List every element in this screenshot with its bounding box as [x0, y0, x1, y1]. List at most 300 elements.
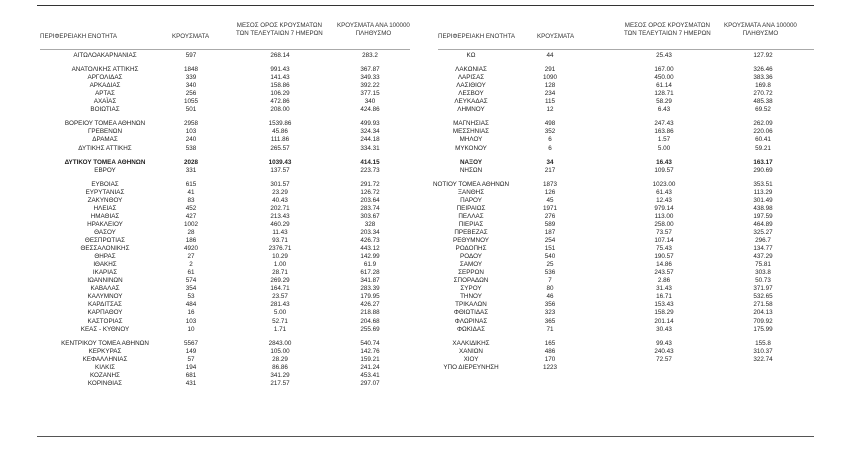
cases-cell: 339	[185, 74, 197, 82]
cases-cell: 6	[548, 136, 552, 144]
region-name-cell: ΝΗΣΩΝ	[459, 166, 483, 174]
avg7-cell: 25.43	[656, 52, 672, 59]
region-name-cell: ΔΥΤΙΚΗΣ ΑΤΤΙΚΗΣ	[78, 144, 132, 152]
region-name-cell: ΚΑΛΥΜΝΟΥ	[87, 293, 123, 301]
per100k-cell: 220.06	[753, 128, 773, 136]
cases-cell: 540	[544, 253, 556, 261]
cases-cell: 356	[544, 301, 556, 309]
per100k-cell: 371.97	[753, 285, 773, 293]
cases-cell: 170	[544, 355, 556, 363]
cases-cell: 234	[544, 90, 556, 98]
region-name-cell: ΙΚΑΡΙΑΣ	[92, 269, 118, 277]
per100k-cell: 262.09	[753, 120, 773, 128]
region-name-cell: ΣΥΡΟΥ	[460, 285, 482, 293]
avg7-cell: 14.86	[656, 261, 672, 269]
cases-cell: 291	[544, 66, 556, 74]
avg7-cell: 460.29	[270, 220, 290, 228]
per100k-cell: 303.67	[360, 212, 380, 220]
avg7-cell: 281.43	[270, 301, 290, 309]
per100k-cell: 290.69	[753, 166, 773, 174]
avg7-cell: 105.00	[270, 347, 290, 355]
cases-cell: 2028	[183, 158, 198, 166]
avg7-cell: 240.43	[654, 347, 674, 355]
header-underline-left	[40, 49, 410, 50]
region-name-cell: ΒΟΙΩΤΙΑΣ	[90, 106, 120, 114]
avg7-cell: 113.00	[654, 212, 674, 220]
cases-cell: 45	[546, 196, 554, 204]
header-avg7-line2: ΤΩΝ ΤΕΛΕΥΤΑΙΩΝ 7 ΗΜΕΡΩΝ	[624, 29, 711, 37]
per100k-cell: 244.18	[360, 136, 380, 144]
header-underline-right	[438, 49, 814, 50]
cases-cell: 431	[185, 379, 197, 387]
avg7-cell: 30.43	[656, 325, 672, 333]
cases-cell: 103	[185, 317, 197, 325]
region-name-cell: ΑΡΓΟΛΙΔΑΣ	[87, 74, 123, 82]
avg7-cell: 16.71	[656, 293, 672, 301]
region-name-cell: ΧΑΛΚΙΔΙΚΗΣ	[452, 339, 490, 347]
per100k-cell: 438.98	[753, 204, 773, 212]
region-name-cell: ΧΙΟΥ	[463, 355, 479, 363]
avg7-cell: 1539.86	[268, 120, 292, 128]
cases-cell: 57	[187, 355, 195, 363]
avg7-cell: 202.71	[270, 204, 290, 212]
cases-cell: 34	[546, 158, 554, 166]
region-name-cell: ΜΑΓΝΗΣΙΑΣ	[453, 120, 489, 128]
cases-cell: 41	[187, 188, 195, 196]
cases-cell: 165	[544, 339, 556, 347]
region-name-cell: ΚΕΝΤΡΙΚΟΥ ΤΟΜΕΑ ΑΘΗΝΩΝ	[61, 339, 149, 347]
cases-cell: 681	[185, 371, 197, 379]
region-name-cell: ΥΠΟ ΔΙΕΡΕΥΝΗΣΗ	[443, 363, 499, 371]
region-name-cell: ΝΟΤΙΟΥ ΤΟΜΕΑ ΑΘΗΝΩΝ	[432, 180, 510, 188]
cases-cell: 5567	[183, 339, 198, 347]
avg7-cell: 1.71	[273, 325, 287, 333]
cases-cell: 27	[187, 253, 195, 261]
avg7-cell: 5.00	[273, 309, 287, 317]
per100k-cell: 255.69	[360, 325, 380, 333]
per100k-cell: 540.74	[360, 339, 380, 347]
per100k-cell: 197.59	[753, 212, 773, 220]
avg7-cell: 5.00	[657, 144, 671, 152]
region-name-cell: ΘΕΣΣΑΛΟΝΙΚΗΣ	[80, 245, 130, 253]
avg7-cell: 301.57	[270, 180, 290, 188]
per100k-cell: 61.9	[363, 261, 377, 269]
avg7-cell: 341.29	[270, 371, 290, 379]
avg7-cell: 23.29	[272, 188, 288, 196]
per100k-cell: 291.72	[360, 180, 380, 188]
per100k-cell: 443.12	[360, 245, 380, 253]
region-name-cell: ΘΕΣΠΡΩΤΙΑΣ	[84, 237, 126, 244]
cases-cell: 10	[187, 325, 195, 333]
region-name-cell: ΚΟΡΙΝΘΙΑΣ	[87, 379, 123, 387]
cases-cell: 354	[185, 285, 197, 293]
region-name-cell: ΚΑΡΔΙΤΣΑΣ	[88, 301, 122, 309]
cases-cell: 427	[185, 212, 197, 220]
per100k-cell: 283.39	[360, 285, 380, 293]
per100k-cell: 392.22	[360, 82, 380, 90]
per100k-cell: 325.27	[753, 228, 773, 236]
region-name-cell: ΣΕΡΡΩΝ	[458, 269, 484, 277]
avg7-cell: 141.43	[270, 74, 290, 82]
cases-cell: 16	[187, 309, 195, 317]
per100k-cell: 297.07	[360, 379, 380, 387]
header-per100k-line2: ΠΛΗΘΥΣΜΟ	[742, 29, 779, 37]
per100k-cell: 283.2	[362, 52, 378, 59]
avg7-cell: 190.57	[654, 253, 674, 261]
per100k-cell: 134.77	[753, 245, 773, 253]
cases-cell: 240	[185, 136, 197, 144]
region-name-cell: ΦΘΙΩΤΙΔΑΣ	[453, 309, 489, 317]
avg7-cell: 107.14	[654, 237, 674, 244]
avg7-cell: 2.86	[657, 277, 671, 285]
cases-cell: 217	[544, 166, 556, 174]
per100k-cell: 218.88	[360, 309, 380, 317]
per100k-cell: 126.72	[360, 188, 380, 196]
avg7-cell: 109.57	[654, 166, 674, 174]
avg7-cell: 163.86	[654, 128, 674, 136]
avg7-cell: 31.43	[656, 285, 672, 293]
region-name-cell: ΜΥΚΟΝΟΥ	[455, 144, 487, 152]
avg7-cell: 265.57	[270, 144, 290, 152]
region-name-cell: ΚΑΒΑΛΑΣ	[90, 285, 120, 293]
avg7-cell: 99.43	[656, 339, 672, 347]
avg7-cell: 45.86	[272, 128, 288, 136]
per100k-cell: 437.29	[753, 253, 773, 261]
avg7-cell: 268.14	[270, 52, 290, 59]
cases-cell: 80	[546, 285, 554, 293]
cases-cell: 1090	[542, 74, 557, 82]
region-name-cell: ΘΑΣΟΥ	[94, 228, 116, 236]
header-per100k-left	[337, 22, 410, 37]
per100k-cell: 270.72	[753, 90, 773, 98]
per100k-cell: 159.21	[360, 355, 380, 363]
per100k-cell: 367.87	[360, 66, 380, 74]
region-name-cell: ΛΗΜΝΟΥ	[457, 106, 485, 114]
region-name-cell: ΚΕΑΣ - ΚΥΘΝΟΥ	[80, 325, 130, 333]
header-region-left: ΠΕΡΙΦΕΡΕΙΑΚΗ ΕΝΟΤΗΤΑ	[40, 33, 118, 40]
header-per100k-line1: ΚΡΟΥΣΜΑΤΑ ΑΝΑ 100000	[337, 22, 410, 29]
cases-cell: 4920	[183, 245, 198, 253]
cases-cell: 276	[544, 212, 556, 220]
cases-cell: 452	[185, 204, 197, 212]
cases-cell: 1848	[183, 66, 198, 74]
avg7-cell: 158.86	[270, 82, 290, 90]
region-name-cell: ΗΜΑΘΙΑΣ	[90, 212, 120, 220]
avg7-cell: 167.00	[654, 66, 674, 74]
cases-cell: 254	[544, 237, 556, 244]
per100k-cell: 113.29	[753, 188, 773, 196]
avg7-cell: 128.71	[654, 90, 674, 98]
cases-cell: 149	[185, 347, 197, 355]
per100k-cell: 204.68	[360, 317, 380, 325]
region-name-cell: ΚΑΣΤΟΡΙΑΣ	[87, 317, 123, 325]
cases-cell: 194	[185, 363, 197, 371]
avg7-cell: 164.71	[270, 285, 290, 293]
per100k-cell: 303.8	[755, 269, 771, 277]
avg7-cell: 213.43	[270, 212, 290, 220]
avg7-cell: 106.29	[270, 90, 290, 98]
per100k-cell: 424.86	[360, 106, 380, 114]
per100k-cell: 464.89	[753, 220, 773, 228]
bottom-rule	[37, 436, 814, 437]
cases-cell: 7	[548, 277, 552, 285]
per100k-cell: 334.31	[360, 144, 380, 152]
cases-cell: 186	[185, 237, 197, 244]
region-name-cell: ΚΕΡΚΥΡΑΣ	[88, 347, 122, 355]
region-name-cell: ΗΛΕΙΑΣ	[93, 204, 117, 212]
cases-cell: 501	[185, 106, 197, 114]
per100k-cell: 60.41	[755, 136, 771, 144]
region-name-cell: ΗΡΑΚΛΕΙΟΥ	[87, 220, 123, 228]
per100k-cell: 203.34	[360, 228, 380, 236]
region-name-cell: ΛΑΣΙΘΙΟΥ	[456, 82, 486, 90]
avg7-cell: 12.43	[656, 196, 672, 204]
region-name-cell: ΕΒΡΟΥ	[94, 166, 116, 174]
per100k-cell: 322.74	[753, 355, 773, 363]
region-name-cell: ΚΕΦΑΛΛΗΝΙΑΣ	[82, 355, 128, 363]
region-name-cell: ΠΕΛΛΑΣ	[458, 212, 484, 220]
per100k-cell: 241.24	[360, 363, 380, 371]
header-avg7-line1: ΜΕΣΟΣ ΟΡΟΣ ΚΡΟΥΣΜΑΤΩΝ	[236, 22, 322, 29]
avg7-cell: 217.57	[270, 379, 290, 387]
per100k-cell: 485.38	[753, 98, 773, 106]
region-name-cell: ΧΑΝΙΩΝ	[459, 347, 483, 355]
per100k-cell: 283.74	[360, 204, 380, 212]
per100k-cell: 377.15	[360, 90, 380, 98]
per100k-cell: 203.64	[360, 196, 380, 204]
per100k-cell: 59.21	[755, 144, 771, 152]
region-name-cell: ΑΡΤΑΣ	[95, 90, 115, 98]
cases-cell: 1873	[542, 180, 557, 188]
region-name-cell: ΝΑΞΟΥ	[459, 158, 483, 166]
cases-cell: 498	[544, 120, 556, 128]
cases-cell: 574	[185, 277, 197, 285]
per100k-cell: 142.76	[360, 347, 380, 355]
region-name-cell: ΠΑΡΟΥ	[460, 196, 482, 204]
cases-cell: 1002	[183, 220, 198, 228]
region-name-cell: ΛΕΥΚΑΔΑΣ	[454, 98, 488, 106]
avg7-cell: 28.71	[272, 269, 288, 277]
cases-cell: 615	[185, 180, 197, 188]
per100k-cell: 127.92	[753, 52, 773, 59]
region-name-cell: ΠΕΙΡΑΙΩΣ	[456, 204, 486, 212]
cases-cell: 46	[546, 293, 554, 301]
per100k-cell: 326.46	[753, 66, 773, 74]
per100k-cell: 709.92	[753, 317, 773, 325]
avg7-cell: 450.00	[654, 74, 674, 82]
avg7-cell: 75.43	[656, 245, 672, 253]
avg7-cell: 11.43	[272, 228, 288, 236]
cases-cell: 2958	[183, 120, 198, 128]
header-per100k-line1: ΚΡΟΥΣΜΑΤΑ ΑΝΑ 100000	[724, 22, 797, 29]
avg7-cell: 158.29	[654, 309, 674, 317]
cases-cell: 1223	[542, 363, 557, 371]
region-name-cell: ΡΟΔΟΥ	[460, 253, 482, 261]
cases-cell: 44	[546, 52, 554, 59]
region-name-cell: ΔΡΑΜΑΣ	[92, 136, 118, 144]
avg7-cell: 472.86	[270, 98, 290, 106]
header-cases-right: ΚΡΟΥΣΜΑΤΑ	[537, 33, 575, 40]
region-name-cell: ΚΟΖΑΝΗΣ	[90, 371, 120, 379]
region-name-cell: ΞΑΝΘΗΣ	[457, 188, 485, 196]
region-name-cell: ΜΗΛΟΥ	[459, 136, 483, 144]
avg7-cell: 269.29	[270, 277, 290, 285]
region-name-cell: ΚΙΛΚΙΣ	[95, 363, 115, 371]
avg7-cell: 1.57	[657, 136, 671, 144]
cases-cell: 61	[187, 269, 195, 277]
header-cases-left: ΚΡΟΥΣΜΑΤΑ	[172, 33, 210, 40]
cases-cell: 103	[185, 128, 197, 136]
header-avg7-left	[236, 22, 323, 37]
region-name-cell: ΑΙΤΩΛΟΑΚΑΡΝΑΝΙΑΣ	[73, 52, 137, 59]
per100k-cell: 349.33	[360, 74, 380, 82]
header-avg7-line2: ΤΩΝ ΤΕΛΕΥΤΑΙΩΝ 7 ΗΜΕΡΩΝ	[236, 29, 323, 37]
region-name-cell: ΙΘΑΚΗΣ	[93, 261, 117, 269]
avg7-cell: 73.57	[656, 228, 672, 236]
per100k-cell: 426.73	[360, 237, 380, 244]
cases-cell: 28	[187, 228, 195, 236]
avg7-cell: 153.43	[654, 301, 674, 309]
header-avg7-line1: ΜΕΣΟΣ ΟΡΟΣ ΚΡΟΥΣΜΑΤΩΝ	[624, 22, 710, 29]
region-name-cell: ΛΑΡΙΣΑΣ	[457, 74, 485, 82]
avg7-cell: 243.57	[654, 269, 674, 277]
cases-cell: 115	[544, 98, 556, 106]
cases-cell: 128	[544, 82, 556, 90]
region-name-cell: ΤΡΙΚΑΛΩΝ	[455, 301, 487, 309]
per100k-cell: 340	[364, 98, 376, 106]
cases-cell: 484	[185, 301, 197, 309]
region-name-cell: ΣΠΟΡΑΔΩΝ	[453, 277, 489, 285]
cases-cell: 589	[544, 220, 556, 228]
per100k-cell: 324.34	[360, 128, 380, 136]
header-per100k-line2: ΠΛΗΘΥΣΜΟ	[355, 29, 392, 37]
avg7-cell: 93.71	[272, 237, 288, 244]
per100k-cell: 50.73	[755, 277, 771, 285]
cases-cell: 597	[185, 52, 197, 59]
per100k-cell: 179.95	[360, 293, 380, 301]
region-name-cell: ΡΟΔΟΠΗΣ	[455, 245, 487, 253]
avg7-cell: 201.14	[654, 317, 674, 325]
cases-cell: 536	[544, 269, 556, 277]
cases-cell: 352	[544, 128, 556, 136]
avg7-cell: 61.14	[656, 82, 672, 90]
cases-cell: 538	[185, 144, 197, 152]
region-name-cell: ΑΧΑΪΑΣ	[93, 98, 117, 106]
avg7-cell: 1.00	[273, 261, 287, 269]
cases-cell: 6	[548, 144, 552, 152]
cases-cell: 126	[544, 188, 556, 196]
region-name-cell: ΘΗΡΑΣ	[94, 253, 116, 261]
avg7-cell: 16.43	[656, 158, 672, 166]
avg7-cell: 10.29	[272, 253, 288, 261]
cases-cell: 187	[544, 228, 556, 236]
avg7-cell: 40.43	[272, 196, 288, 204]
region-name-cell: ΙΩΑΝΝΙΝΩΝ	[87, 277, 123, 285]
cases-cell: 53	[187, 293, 195, 301]
per100k-cell: 296.7	[755, 237, 771, 244]
per100k-cell: 353.51	[753, 180, 773, 188]
region-name-cell: ΕΥΒΟΙΑΣ	[91, 180, 119, 188]
region-name-cell: ΦΩΚΙΔΑΣ	[457, 325, 485, 333]
region-name-cell: ΚΑΡΠΑΘΟΥ	[87, 309, 123, 317]
avg7-cell: 52.71	[272, 317, 288, 325]
avg7-cell: 58.29	[656, 98, 672, 106]
region-name-cell: ΛΑΚΩΝΙΑΣ	[455, 66, 487, 74]
region-name-cell: ΕΥΡΥΤΑΝΙΑΣ	[85, 188, 125, 196]
per100k-cell: 223.73	[360, 166, 380, 174]
avg7-cell: 2376.71	[268, 245, 292, 253]
per100k-cell: 69.52	[755, 106, 771, 114]
cases-cell: 71	[546, 325, 554, 333]
per100k-cell: 328	[364, 220, 376, 228]
per100k-cell: 341.87	[360, 277, 380, 285]
avg7-cell: 208.00	[270, 106, 290, 114]
region-name-cell: ΡΕΘΥΜΝΟΥ	[453, 237, 489, 244]
cases-cell: 12	[546, 106, 554, 114]
region-name-cell: ΛΕΣΒΟΥ	[458, 90, 484, 98]
avg7-cell: 23.57	[272, 293, 288, 301]
region-name-cell: ΦΛΩΡΙΝΑΣ	[454, 317, 488, 325]
avg7-cell: 2843.00	[268, 339, 292, 347]
cases-cell: 323	[544, 309, 556, 317]
avg7-cell: 86.86	[272, 363, 288, 371]
per100k-cell: 175.99	[753, 325, 773, 333]
region-name-cell: ΓΡΕΒΕΝΩΝ	[87, 128, 123, 136]
cases-cell: 486	[544, 347, 556, 355]
top-rule	[37, 5, 814, 6]
per100k-cell: 271.58	[753, 301, 773, 309]
avg7-cell: 247.43	[654, 120, 674, 128]
per100k-cell: 75.81	[755, 261, 771, 269]
cases-cell: 25	[546, 261, 554, 269]
cases-cell: 365	[544, 317, 556, 325]
region-name-cell: ΔΥΤΙΚΟΥ ΤΟΜΕΑ ΑΘΗΝΩΝ	[64, 158, 146, 166]
region-name-cell: ΚΩ	[466, 52, 476, 59]
avg7-cell: 72.57	[656, 355, 672, 363]
per100k-cell: 163.17	[753, 158, 773, 166]
avg7-cell: 1039.43	[268, 158, 292, 166]
avg7-cell: 111.86	[270, 136, 290, 144]
avg7-cell: 991.43	[270, 66, 290, 74]
cases-cell: 340	[185, 82, 197, 90]
per100k-cell: 414.15	[360, 158, 380, 166]
cases-cell: 151	[544, 245, 556, 253]
cases-cell: 331	[185, 166, 197, 174]
per100k-cell: 169.8	[755, 82, 771, 90]
cases-cell: 83	[187, 196, 195, 204]
cases-cell: 1971	[542, 204, 557, 212]
header-avg7-right	[624, 22, 711, 37]
per100k-cell: 532.65	[753, 293, 773, 301]
region-name-cell: ΑΡΚΑΔΙΑΣ	[89, 82, 121, 90]
region-name-cell: ΜΕΣΣΗΝΙΑΣ	[452, 128, 490, 136]
per100k-cell: 499.93	[360, 120, 380, 128]
region-name-cell: ΠΙΕΡΙΑΣ	[458, 220, 484, 228]
region-name-cell: ΑΝΑΤΟΛΙΚΗΣ ΑΤΤΙΚΗΣ	[71, 66, 139, 74]
region-name-cell: ΠΡΕΒΕΖΑΣ	[454, 228, 488, 236]
avg7-cell: 979.14	[654, 204, 674, 212]
per100k-cell: 155.8	[755, 339, 771, 347]
per100k-cell: 142.99	[360, 253, 380, 261]
per100k-cell: 301.49	[753, 196, 773, 204]
per100k-cell: 617.28	[360, 269, 380, 277]
avg7-cell: 258.00	[654, 220, 674, 228]
header-per100k-right	[724, 22, 797, 37]
per100k-cell: 310.37	[753, 347, 773, 355]
per100k-cell: 453.41	[360, 371, 380, 379]
region-name-cell: ΒΟΡΕΙΟΥ ΤΟΜΕΑ ΑΘΗΝΩΝ	[64, 120, 146, 128]
cases-cell: 1055	[183, 98, 198, 106]
